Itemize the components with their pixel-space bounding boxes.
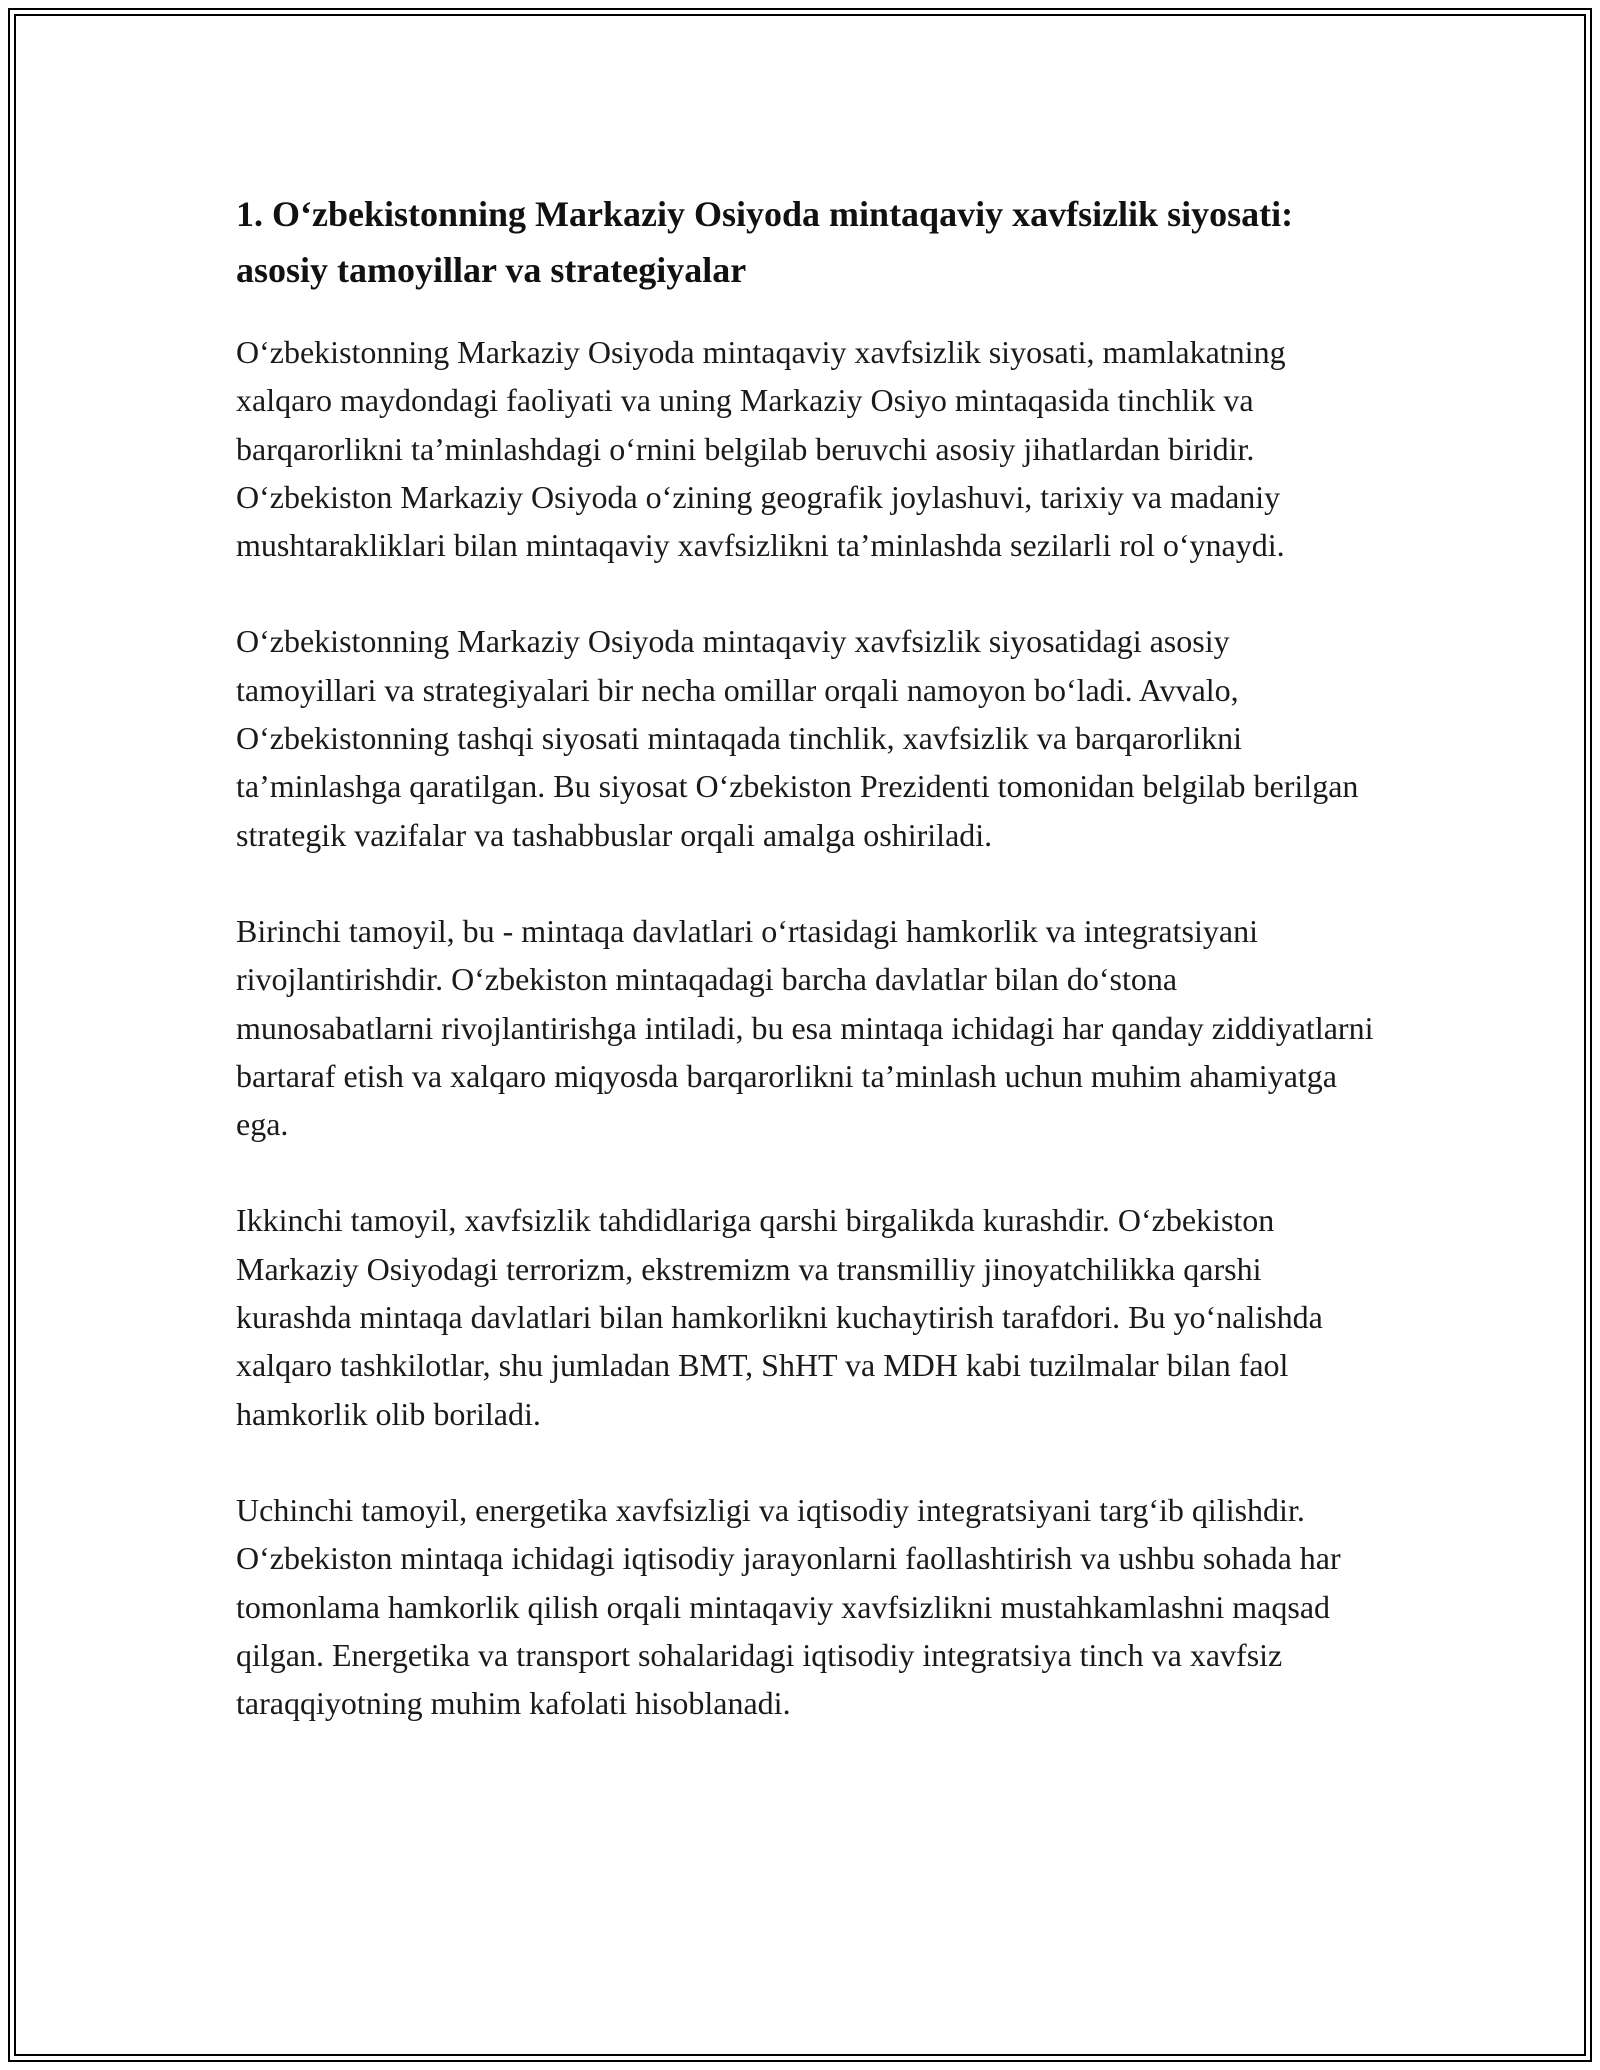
paragraph-intro: O‘zbekistonning Markaziy Osiyoda mintaqaviy xavfsizlik siyosati, mamlakatning xalqaro maydondagi faoliyati va uning Markaziy Osiyo mintaqasida tinchlik va barqarorlikni ta’minlashdagi o‘rnini belgilab beruvchi asosiy jihatlardan biridir. O‘zbekiston Markaziy Osiyoda o‘zining geografik joylashuvi, tarixiy va madaniy mushtarakliklari bilan mintaqaviy xavfsizlikni ta’minlashda sezilarli rol o‘ynaydi.	[236, 334, 1286, 564]
paragraph-first-principle: Birinchi tamoyil, bu - mintaqa davlatlari o‘rtasidagi hamkorlik va integratsiyani rivojlantirishdir. O‘zbekiston mintaqadagi barcha davlatlar bilan do‘stona munosabatlarni rivojlantirishga intiladi, bu esa mintaqa ichidagi har qanday ziddiyatlarni bartaraf etish va xalqaro miqyosda barqarorlikni ta’minlash uchun muhim ahamiyatga ega.	[236, 912, 1374, 1143]
document-body	[236, 186, 1376, 1727]
paragraph-second-principle: Ikkinchi tamoyil, xavfsizlik tahdidlariga qarshi birgalikda kurashdir. O‘zbekiston Markaziy Osiyodagi terrorizm, ekstremizm va transmilliy jinoyatchilikka qarshi kurashda mintaqa davlatlari bilan hamkorlikni kuchaytirish tarafdori. Bu yo‘nalishda xalqaro tashkilotlar, shu jumladan BMT, ShHT va MDH kabi tuzilmalar bilan faol hamkorlik olib boriladi.	[236, 1202, 1323, 1432]
paragraph-third-principle: Uchinchi tamoyil, energetika xavfsizligi va iqtisodiy integratsiyani targ‘ib qilishdir. O‘zbekiston mintaqa ichidagi iqtisodiy jarayonlarni faollashtirish va ushbu sohada har tomonlama hamkorlik qilish orqali mintaqaviy xavfsizlikni mustahkamlashni maqsad qilgan. Energetika va transport sohalaridagi iqtisodiy integratsiya tinch va xavfsiz taraqqiyotning muhim kafolati hisoblanadi.	[236, 1491, 1341, 1722]
paragraph-principles-overview: O‘zbekistonning Markaziy Osiyoda mintaqaviy xavfsizlik siyosatidagi asosiy tamoyillari va strategiyalari bir necha omillar orqali namoyon bo‘ladi. Avvalo, O‘zbekistonning tashqi siyosati mintaqada tinchlik, xavfsizlik va barqarorlikni ta’minlashga qaratilgan. Bu siyosat O‘zbekiston Prezidenti tomonidan belgilab berilgan strategik vazifalar va tashabbuslar orqali amalga oshiriladi.	[236, 623, 1359, 853]
section-heading: 1. O‘zbekistonning Markaziy Osiyoda mintaqaviy xavfsizlik siyosati: asosiy tamoyillar va strategiyalar	[236, 194, 1294, 290]
